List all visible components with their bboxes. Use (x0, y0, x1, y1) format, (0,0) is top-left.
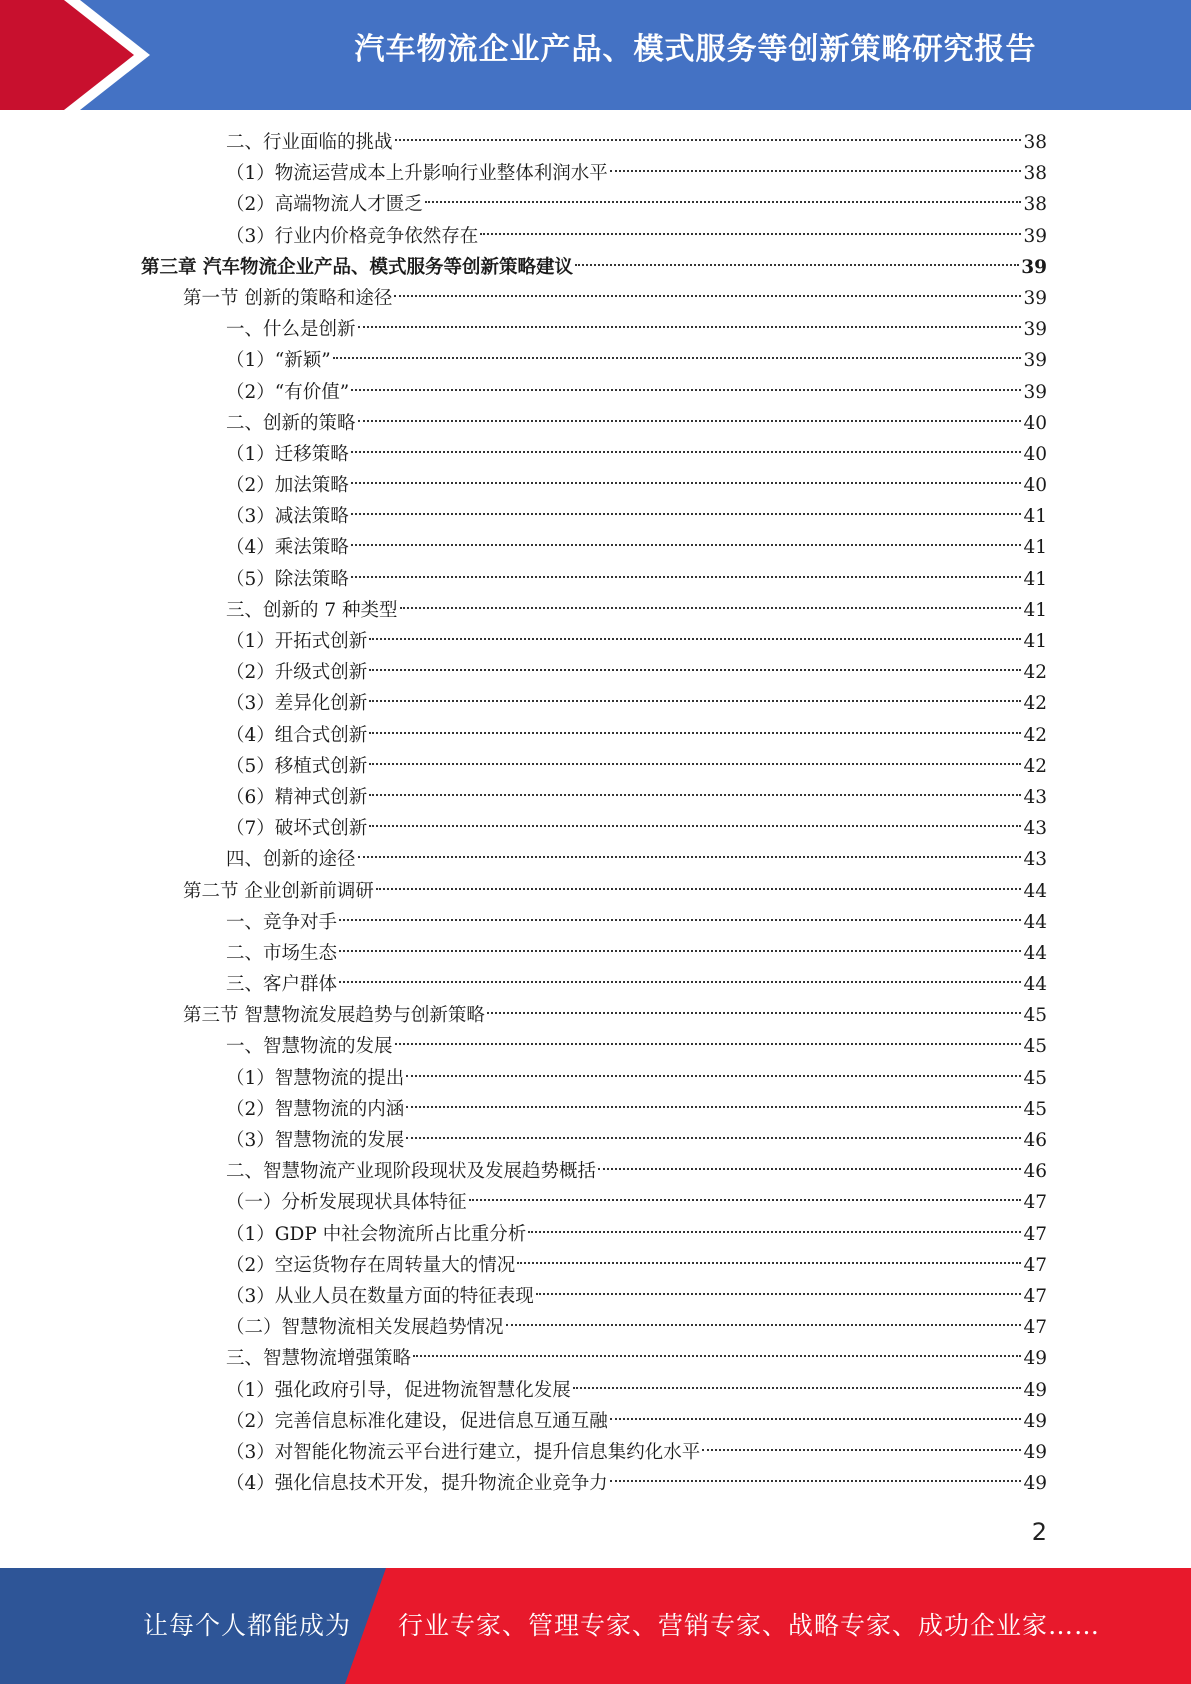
toc-entry[interactable] (0, 876, 1191, 907)
toc-entry[interactable] (0, 1406, 1191, 1437)
toc-entry-page: 49 (1023, 1348, 1047, 1370)
toc-entry[interactable] (0, 439, 1191, 470)
toc-entry[interactable] (0, 907, 1191, 938)
toc-entry-label: 二、行业面临的挑战 (226, 127, 393, 158)
toc-entry[interactable] (0, 189, 1191, 220)
toc-dot-leader (487, 1012, 1022, 1014)
toc-entry-label: （1）迁移策略 (226, 439, 349, 470)
toc-entry[interactable] (0, 221, 1191, 252)
report-title: 汽车物流企业产品、模式服务等创新策略研究报告 (354, 32, 1037, 67)
toc-entry-page: 42 (1023, 724, 1047, 746)
toc-entry[interactable] (0, 408, 1191, 439)
toc-entry[interactable] (0, 532, 1191, 563)
toc-entry-label: （5）除法策略 (226, 564, 349, 595)
toc-entry-label: 三、客户群体 (226, 969, 337, 1000)
toc-entry[interactable] (0, 1094, 1191, 1125)
toc-dot-leader (351, 389, 1021, 391)
toc-entry[interactable] (0, 1312, 1191, 1343)
toc-dot-leader (598, 1168, 1021, 1170)
toc-entry[interactable] (0, 283, 1191, 314)
toc-dot-leader (339, 919, 1021, 921)
toc-entry[interactable] (0, 1375, 1191, 1406)
toc-entry-page: 43 (1023, 818, 1047, 840)
toc-entry-page: 41 (1023, 631, 1047, 652)
toc-entry[interactable] (0, 377, 1191, 408)
toc-dot-leader (369, 732, 1021, 734)
toc-entry-page: 42 (1023, 693, 1047, 715)
toc-entry-page: 46 (1023, 1130, 1047, 1151)
toc-entry-label: （3）差异化创新 (226, 688, 367, 719)
toc-entry-label: （1）强化政府引导，促进物流智慧化发展 (226, 1375, 571, 1406)
toc-entry-label: （2）空运货物存在周转量大的情况 (226, 1250, 515, 1281)
toc-entry-page: 44 (1023, 942, 1047, 964)
toc-entry-label: （7）破坏式创新 (226, 813, 367, 844)
toc-dot-leader (425, 201, 1022, 203)
toc-entry-page: 45 (1023, 1036, 1047, 1058)
toc-entry-page: 43 (1023, 786, 1047, 808)
toc-entry-label: （2）完善信息标准化建设，促进信息互通互融 (226, 1406, 608, 1437)
toc-entry-label: （二）智慧物流相关发展趋势情况 (226, 1312, 504, 1343)
toc-entry-label: 一、竞争对手 (226, 907, 337, 938)
toc-dot-leader (406, 1137, 1021, 1139)
toc-entry-page: 49 (1023, 1410, 1047, 1432)
toc-entry-label: （一）分析发展现状具体特征 (226, 1187, 467, 1218)
toc-entry[interactable] (0, 626, 1191, 657)
toc-entry-label: （3）行业内价格竞争依然存在 (226, 221, 478, 252)
toc-entry[interactable] (0, 564, 1191, 595)
toc-entry-page: 46 (1023, 1161, 1047, 1183)
toc-entry[interactable] (0, 751, 1191, 782)
toc-entry-page: 47 (1023, 1223, 1047, 1245)
toc-entry-label: （1）GDP 中社会物流所占比重分析 (226, 1219, 526, 1250)
toc-dot-leader (413, 1355, 1021, 1357)
toc-entry-page: 40 (1023, 412, 1047, 434)
toc-dot-leader (369, 638, 1021, 640)
toc-entry-page: 41 (1023, 537, 1047, 559)
toc-entry-page: 44 (1023, 974, 1047, 996)
toc-entry[interactable] (0, 1219, 1191, 1250)
toc-entry-page: 39 (1021, 256, 1047, 278)
page-number: 2 (1031, 1518, 1047, 1546)
page-header (0, 0, 1191, 110)
toc-dot-leader (406, 1106, 1021, 1108)
toc-dot-leader (369, 669, 1021, 671)
toc-entry[interactable] (0, 938, 1191, 969)
toc-dot-leader (369, 763, 1021, 765)
toc-dot-leader (517, 1262, 1021, 1264)
toc-entry[interactable] (0, 314, 1191, 345)
toc-dot-leader (339, 981, 1021, 983)
toc-entry[interactable] (0, 1125, 1191, 1156)
toc-entry-page: 49 (1023, 1379, 1047, 1401)
toc-dot-leader (351, 576, 1022, 578)
toc-dot-leader (394, 295, 1021, 297)
toc-entry-label: （4）组合式创新 (226, 720, 367, 751)
toc-dot-leader (333, 357, 1022, 359)
toc-dot-leader (351, 451, 1022, 453)
toc-entry-label: （3）减法策略 (226, 501, 349, 532)
toc-entry[interactable] (0, 688, 1191, 719)
toc-entry-label: （2）加法策略 (226, 470, 349, 501)
toc-dot-leader (339, 950, 1021, 952)
toc-entry[interactable] (0, 969, 1191, 1000)
toc-dot-leader (610, 1418, 1022, 1420)
toc-entry[interactable] (0, 1437, 1191, 1468)
page-footer (0, 1568, 1191, 1684)
toc-entry-label: （3）对智能化物流云平台进行建立，提升信息集约化水平 (226, 1437, 700, 1468)
toc-dot-leader (406, 1075, 1021, 1077)
toc-entry-page: 47 (1023, 1285, 1047, 1307)
toc-entry[interactable] (0, 470, 1191, 501)
toc-entry[interactable] (0, 252, 1191, 283)
toc-entry-label: 第三章 汽车物流企业产品、模式服务等创新策略建议 (141, 252, 573, 283)
toc-entry-page: 41 (1023, 506, 1047, 528)
toc-entry-label: （5）移植式创新 (226, 751, 367, 782)
toc-entry[interactable] (0, 1250, 1191, 1281)
toc-entry-page: 45 (1023, 1067, 1047, 1089)
toc-entry-label: （1）物流运营成本上升影响行业整体利润水平 (226, 158, 608, 189)
toc-entry-page: 43 (1023, 849, 1047, 871)
toc-entry-label: 四、创新的途径 (226, 844, 356, 875)
toc-entry[interactable] (0, 844, 1191, 875)
toc-dot-leader (469, 1199, 1022, 1201)
toc-entry[interactable] (0, 1468, 1191, 1499)
toc-entry[interactable] (0, 595, 1191, 626)
toc-dot-leader (351, 482, 1022, 484)
toc-entry-page: 39 (1023, 381, 1047, 403)
toc-entry[interactable] (0, 720, 1191, 751)
toc-entry[interactable] (0, 1343, 1191, 1374)
toc-entry[interactable] (0, 501, 1191, 532)
toc-entry-page: 39 (1023, 287, 1047, 309)
toc-entry[interactable] (0, 1156, 1191, 1187)
table-of-contents (0, 127, 1191, 1499)
toc-dot-leader (369, 794, 1021, 796)
toc-entry-label: （1）开拓式创新 (226, 626, 367, 657)
toc-entry-label: 二、创新的策略 (226, 408, 356, 439)
toc-entry-page: 47 (1023, 1317, 1047, 1339)
toc-entry-label: （1）智慧物流的提出 (226, 1063, 404, 1094)
toc-entry-page: 38 (1023, 194, 1047, 216)
toc-dot-leader (536, 1293, 1022, 1295)
toc-entry-page: 38 (1023, 132, 1047, 153)
toc-dot-leader (528, 1231, 1021, 1233)
toc-entry-label: 第三节 智慧物流发展趋势与创新策略 (183, 1000, 485, 1031)
toc-dot-leader (610, 1480, 1022, 1482)
toc-entry-page: 49 (1023, 1473, 1047, 1495)
toc-dot-leader (358, 326, 1022, 328)
toc-entry-page: 39 (1023, 350, 1047, 372)
toc-entry-label: （2）升级式创新 (226, 657, 367, 688)
toc-entry-label: （2）“有价值” (226, 377, 349, 408)
header-chevron-icon (0, 0, 150, 110)
toc-entry[interactable] (0, 1187, 1191, 1218)
toc-entry-page: 39 (1023, 319, 1047, 341)
toc-entry-page: 47 (1023, 1254, 1047, 1276)
toc-entry-page: 44 (1023, 880, 1047, 902)
toc-entry[interactable] (0, 1281, 1191, 1312)
toc-entry-label: （6）精神式创新 (226, 782, 367, 813)
toc-entry[interactable] (0, 782, 1191, 813)
toc-entry[interactable] (0, 158, 1191, 189)
toc-dot-leader (358, 856, 1022, 858)
toc-entry-page: 41 (1023, 599, 1047, 621)
toc-entry-page: 49 (1023, 1441, 1047, 1463)
toc-entry-page: 39 (1023, 225, 1047, 247)
toc-entry-page: 42 (1023, 662, 1047, 684)
toc-dot-leader (376, 888, 1022, 890)
toc-entry[interactable] (0, 1000, 1191, 1031)
toc-dot-leader (351, 544, 1022, 546)
toc-entry-page: 47 (1023, 1192, 1047, 1214)
toc-entry-label: （2）智慧物流的内涵 (226, 1094, 404, 1125)
toc-entry-label: （1）“新颖” (226, 345, 331, 376)
toc-dot-leader (400, 607, 1022, 609)
toc-dot-leader (351, 513, 1022, 515)
toc-dot-leader (369, 700, 1021, 702)
toc-dot-leader (575, 264, 1019, 266)
toc-entry-label: 一、智慧物流的发展 (226, 1031, 393, 1062)
toc-entry-label: （3）从业人员在数量方面的特征表现 (226, 1281, 534, 1312)
toc-entry-label: （2）高端物流人才匮乏 (226, 189, 423, 220)
toc-entry-label: 二、市场生态 (226, 938, 337, 969)
toc-entry[interactable] (0, 657, 1191, 688)
toc-dot-leader (395, 1043, 1022, 1045)
toc-entry[interactable] (0, 345, 1191, 376)
toc-entry-page: 38 (1023, 163, 1047, 185)
toc-entry-label: （4）强化信息技术开发，提升物流企业竞争力 (226, 1468, 608, 1499)
toc-entry[interactable] (0, 1063, 1191, 1094)
toc-entry-page: 44 (1023, 911, 1047, 933)
toc-entry-label: 第二节 企业创新前调研 (183, 876, 374, 907)
toc-entry-page: 45 (1023, 1005, 1047, 1027)
footer-slogan-left: 让每个人都能成为 (143, 1611, 352, 1640)
toc-dot-leader (610, 170, 1022, 172)
toc-dot-leader (395, 139, 1022, 141)
toc-entry-page: 45 (1023, 1098, 1047, 1120)
toc-dot-leader (702, 1449, 1021, 1451)
footer-slogan-right: 行业专家、管理专家、营销专家、战略专家、成功企业家…… (398, 1611, 1101, 1640)
toc-entry-label: 二、智慧物流产业现阶段现状及发展趋势概括 (226, 1156, 596, 1187)
toc-entry-label: 第一节 创新的策略和途径 (183, 283, 392, 314)
toc-entry-label: 三、创新的 7 种类型 (226, 595, 398, 626)
toc-dot-leader (573, 1387, 1022, 1389)
toc-entry-page: 41 (1023, 568, 1047, 590)
toc-entry-label: （4）乘法策略 (226, 532, 349, 563)
toc-entry[interactable] (0, 127, 1191, 158)
toc-entry-page: 40 (1023, 475, 1047, 497)
toc-dot-leader (506, 1324, 1022, 1326)
toc-entry-page: 40 (1023, 443, 1047, 465)
toc-entry-page: 42 (1023, 755, 1047, 777)
toc-entry-label: 一、什么是创新 (226, 314, 356, 345)
toc-entry[interactable] (0, 1031, 1191, 1062)
toc-dot-leader (358, 420, 1022, 422)
toc-entry-label: 三、智慧物流增强策略 (226, 1343, 411, 1374)
toc-dot-leader (369, 825, 1021, 827)
toc-entry[interactable] (0, 813, 1191, 844)
toc-dot-leader (480, 233, 1021, 235)
toc-entry-label: （3）智慧物流的发展 (226, 1125, 404, 1156)
